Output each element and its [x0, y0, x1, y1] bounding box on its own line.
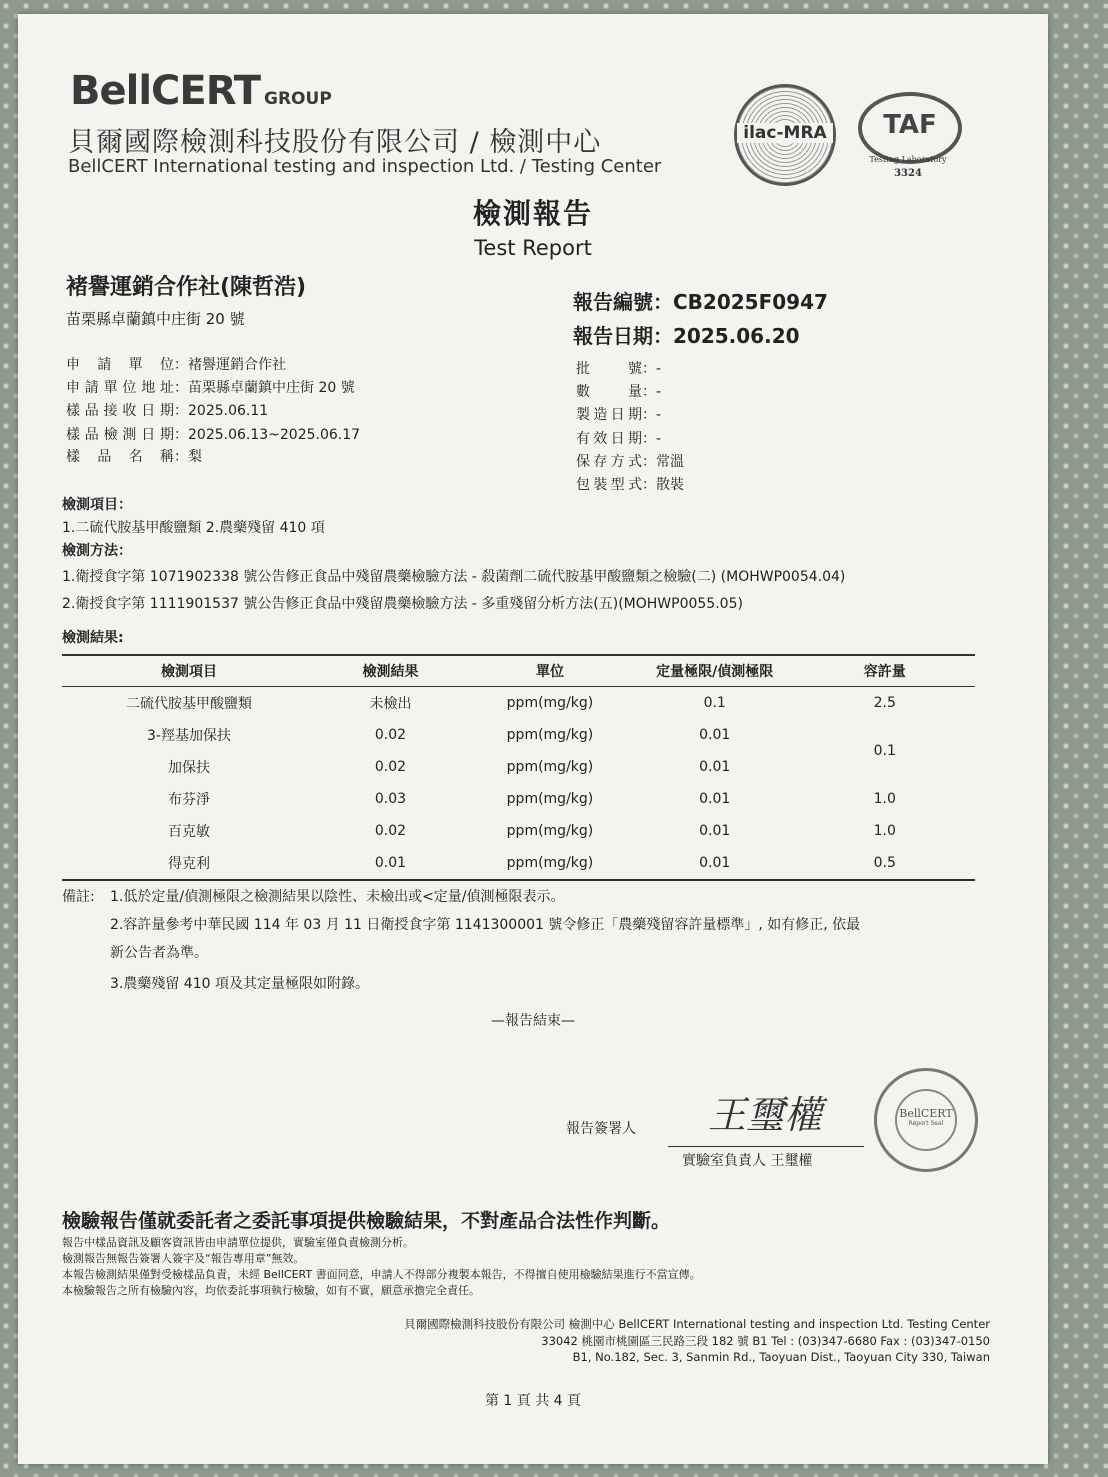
table-row	[62, 815, 975, 847]
report-end-marker: —報告結束—	[491, 1013, 575, 1029]
test-items-heading: 檢測項目：	[62, 497, 132, 513]
notes-label: 備註:	[62, 889, 95, 905]
test-methods-heading: 檢測方法：	[62, 543, 132, 559]
cell-unit: ppm(mg/kg)	[506, 695, 594, 711]
col-header-limit: 定量極限/偵測極限	[635, 655, 795, 687]
info-storage: 保存方式：常溫	[576, 454, 684, 470]
report-title-en: Test Report	[474, 236, 592, 260]
client-name: 褚譽運銷合作社(陳哲浩)	[66, 275, 307, 300]
taf-logo-icon: TAF	[858, 92, 962, 164]
report-seal-icon: BellCERT Report Seal	[874, 1068, 978, 1172]
cell-item: 布芬淨	[167, 792, 210, 808]
cell-unit: ppm(mg/kg)	[506, 823, 594, 839]
footer-address-en: B1, No.182, Sec. 3, Sanmin Rd., Taoyuan Dist., Taoyuan City 330, Taiwan	[572, 1350, 990, 1364]
test-method-line: 2.衛授食字第 1111901537 號公告修正食品中殘留農藥檢驗方法 - 多重殘留分析方法(五)(MOHWP0055.05)	[62, 596, 743, 612]
cell-limit: 0.01	[699, 791, 731, 807]
taf-subtitle: Testing Laboratory	[869, 155, 947, 164]
cell-item: 百克敏	[167, 824, 210, 840]
table-header-row	[62, 655, 975, 687]
col-header-item: 檢測項目	[62, 655, 316, 687]
note-3: 3.農藥殘留 410 項及其定量極限如附錄。	[110, 976, 369, 992]
cell-tolerance: 0.5	[794, 847, 975, 880]
signatory-label: 報告簽署人	[566, 1121, 636, 1137]
cell-item: 得克利	[62, 847, 316, 880]
col-header-unit: 單位	[465, 655, 635, 687]
cell-unit: ppm(mg/kg)	[506, 727, 594, 743]
note-2-cont: 新公告者為準。	[110, 945, 208, 961]
table-row	[62, 719, 975, 751]
info-applicant: 申請單位：褚譽運銷合作社	[66, 357, 286, 373]
cell-limit: 0.01	[699, 759, 731, 775]
table-row	[62, 687, 975, 720]
note-1: 1.低於定量/偵測極限之檢測結果以陰性、未檢出或<定量/偵測極限表示。	[110, 889, 565, 905]
cell-limit: 0.01	[635, 847, 795, 880]
info-packaging: 包裝型式：散裝	[576, 477, 684, 493]
cell-result: 0.02	[374, 823, 407, 839]
info-mfg-date: 製造日期：-	[576, 407, 662, 423]
info-expiry-date: 有效日期：-	[576, 431, 662, 447]
results-heading: 檢測結果:	[62, 630, 124, 646]
cell-tolerance: 1.0	[873, 823, 896, 839]
page-number: 第 1 頁 共 4 頁	[484, 1393, 582, 1409]
cell-result: 0.01	[316, 847, 465, 880]
cell-result: 0.03	[374, 791, 407, 807]
taf-number: 3324	[894, 168, 922, 179]
signatory-name: 實驗室負責人 王璽權	[682, 1153, 813, 1169]
cell-result: 未檢出	[369, 696, 412, 712]
bellcert-logo: BellCERT GROUP	[70, 68, 332, 114]
info-test-date: 樣品檢測日期：2025.06.13~2025.06.17	[66, 427, 361, 443]
cell-result: 0.02	[374, 727, 407, 743]
footer-company: 貝爾國際檢測科技股份有限公司 檢測中心 BellCERT International testing and inspection Ltd. Testing Center	[404, 1317, 990, 1331]
cell-result: 0.02	[374, 759, 407, 775]
handwritten-signature: 王璽權	[708, 1093, 823, 1137]
col-header-tolerance: 容許量	[794, 655, 975, 687]
report-title-zh: 檢測報告	[472, 197, 593, 230]
cell-tolerance: 2.5	[873, 695, 896, 711]
ilac-mra-logo-icon: ilac-MRA	[734, 84, 836, 186]
cell-limit: 0.1	[703, 695, 726, 711]
report-date: 報告日期：2025.06.20	[573, 324, 800, 348]
cell-limit: 0.01	[699, 727, 731, 743]
info-applicant-address: 申請單位地址：苗栗縣卓蘭鎮中庄街 20 號	[66, 380, 355, 396]
note-2: 2.容許量參考中華民國 114 年 03 月 11 日衛授食字第 1141300001 號令修正「農藥殘留容許量標準」, 如有修正, 依最	[110, 917, 861, 933]
cell-tolerance: 1.0	[873, 791, 896, 807]
disclaimer-line: 報告中樣品資訊及顧客資訊皆由申請單位提供，實驗室僅負責檢測分析。	[62, 1236, 414, 1249]
disclaimer-line: 本報告檢測結果僅對受檢樣品負責，未經 BellCERT 書面同意，申請人不得部分複製本報告，不得擅自使用檢驗結果進行不當宣傳。	[62, 1268, 701, 1281]
disclaimer-main: 檢驗報告僅就委託者之委託事項提供檢驗結果，不對產品合法性作判斷。	[62, 1210, 671, 1232]
footer-address-zh: 33042 桃園市桃園區三民路三段 182 號 B1 Tel : (03)347-6680 Fax : (03)347-0150	[541, 1334, 990, 1348]
company-name-zh: 貝爾國際檢測科技股份有限公司 / 檢測中心	[68, 127, 602, 158]
cell-item: 二硫代胺基甲酸鹽類	[125, 696, 252, 712]
info-batch: 批號：-	[576, 361, 662, 377]
cell-unit: ppm(mg/kg)	[506, 759, 594, 775]
results-table	[62, 654, 975, 881]
report-number: 報告編號：CB2025F0947	[573, 290, 828, 314]
table-row	[62, 847, 975, 880]
disclaimer-line: 本檢驗報告之所有檢驗內容，均依委託事項執行檢驗，如有不實，願意承擔完全責任。	[62, 1284, 480, 1297]
info-quantity: 數量：-	[576, 384, 662, 400]
test-items-text: 1.二硫代胺基甲酸鹽類 2.農藥殘留 410 項	[62, 520, 325, 536]
test-method-line: 1.衛授食字第 1071902338 號公告修正食品中殘留農藥檢驗方法 - 殺菌劑二硫代胺基甲酸鹽類之檢驗(二) (MOHWP0054.04)	[62, 569, 846, 585]
client-address: 苗栗縣卓蘭鎮中庄街 20 號	[66, 310, 245, 328]
info-receive-date: 樣品接收日期：2025.06.11	[66, 403, 269, 419]
signature-line	[668, 1146, 864, 1147]
cell-tolerance: 0.1	[873, 743, 896, 759]
cell-item: 3-羥基加保扶	[146, 728, 231, 744]
info-sample-name: 樣品名稱：梨	[66, 449, 202, 465]
table-row	[62, 783, 975, 815]
disclaimer-line: 檢測報告無報告簽署人簽字及“報告專用章”無效。	[62, 1252, 305, 1265]
report-page	[18, 14, 1048, 1464]
cell-unit: ppm(mg/kg)	[506, 791, 594, 807]
col-header-result: 檢測結果	[316, 655, 465, 687]
company-name-en: BellCERT International testing and inspection Ltd. / Testing Center	[68, 156, 662, 177]
cell-item: 加保扶	[167, 760, 210, 776]
cell-unit: ppm(mg/kg)	[465, 847, 635, 880]
cell-limit: 0.01	[699, 823, 731, 839]
